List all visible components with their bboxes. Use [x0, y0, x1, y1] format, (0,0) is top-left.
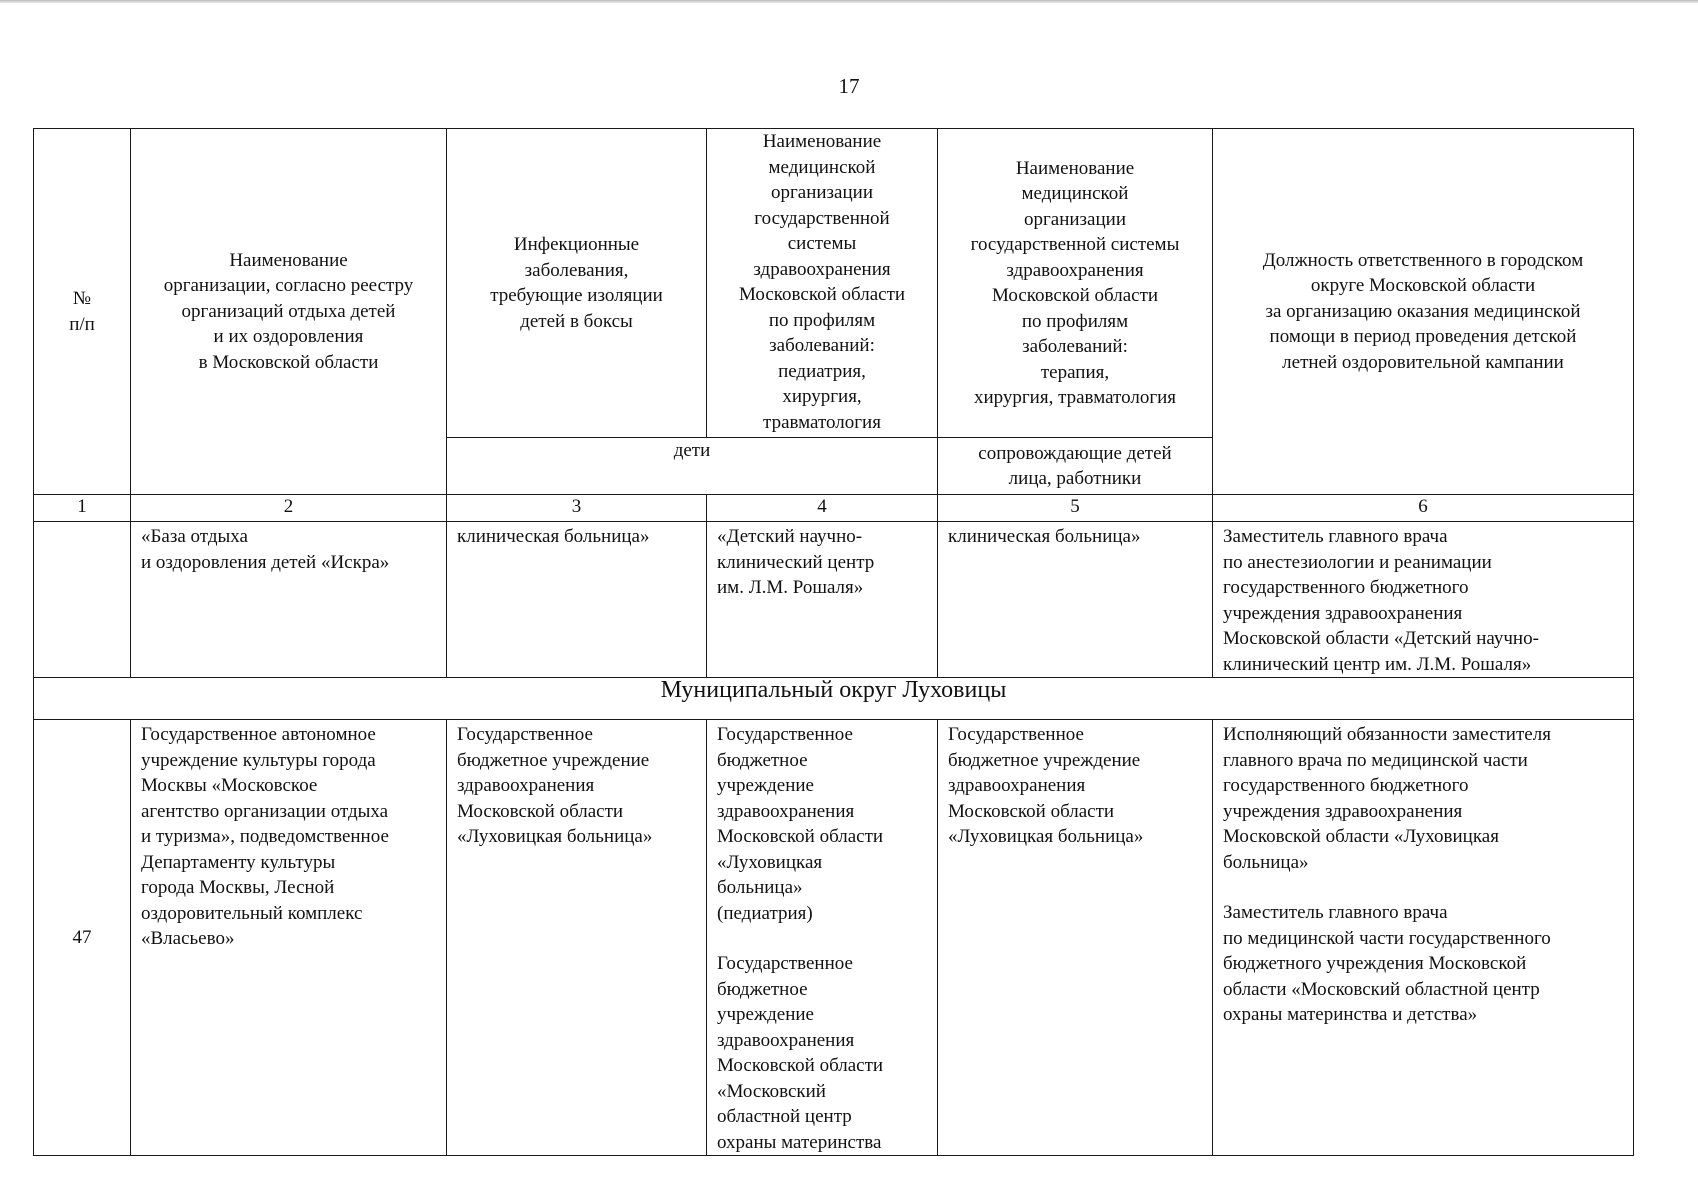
therapy-org-cell: клиническая больница» [938, 522, 1213, 678]
header-medical-org-pediatrics: Наименование медицинской организации государственной системы здравоохранения Московской области по профилям заболеваний: педиатрия, хирургия, травматология [707, 129, 938, 438]
column-number: 5 [938, 495, 1213, 522]
column-number: 2 [131, 495, 447, 522]
pediatrics-org-secondary: Государственное бюджетное учреждение здравоохранения Московской области «Московский областной центр охраны материнства [717, 953, 884, 1153]
page-number: 17 [838, 74, 860, 98]
section-title: Муниципальный округ Луховицы [34, 678, 1634, 720]
table-row [34, 522, 1634, 678]
row-number [34, 522, 131, 678]
infectious-cell: клиническая больница» [447, 522, 707, 678]
column-number: 6 [1213, 495, 1634, 522]
section-row [34, 678, 1634, 720]
header-infectious-diseases: Инфекционные заболевания, требующие изоляции детей в боксы [447, 129, 707, 438]
pediatrics-org-primary: Государственное бюджетное учреждение здравоохранения Московской области «Луховицкая больница» (педиатрия) [717, 724, 884, 924]
subheader-accompanying: сопровождающие детей лица, работники [938, 438, 1213, 495]
header-organization: Наименование организации, согласно реестру организаций отдыха детей и их оздоровления в Московской области [131, 129, 447, 495]
row-number: 47 [34, 720, 131, 1156]
therapy-org-cell: Государственное бюджетное учреждение здравоохранения Московской области «Луховицкая больница» [938, 720, 1213, 1156]
responsible-primary: Исполняющий обязанности заместителя главного врача по медицинской части государственного бюджетного учреждения здравоохранения Московской области «Луховицкая больница» [1223, 724, 1551, 873]
responsible-cell [1213, 720, 1634, 1156]
column-number: 3 [447, 495, 707, 522]
table-row [34, 720, 1634, 1156]
pediatrics-org-cell [707, 720, 938, 1156]
subheader-children: дети [447, 438, 938, 495]
column-number: 1 [34, 495, 131, 522]
column-number: 4 [707, 495, 938, 522]
column-number-row [34, 495, 1634, 522]
responsible-secondary: Заместитель главного врача по медицинской части государственного бюджетного учреждения Московской области «Московский областной центр охраны материнства и детства» [1223, 902, 1551, 1025]
header-row [34, 129, 1634, 438]
infectious-cell: Государственное бюджетное учреждение здравоохранения Московской области «Луховицкая больница» [447, 720, 707, 1156]
scan-edge [0, 0, 1698, 3]
header-number: № п/п [34, 129, 131, 495]
header-medical-org-therapy: Наименование медицинской организации государственной системы здравоохранения Московской области по профилям заболеваний: терапия, хирургия, травматология [938, 129, 1213, 438]
organization-cell: Государственное автономное учреждение культуры города Москвы «Московское агентство организации отдыха и туризма», подведомственное Департаменту культуры города Москвы, Лесной оздоровительный комплекс «Власьево» [131, 720, 447, 1156]
header-responsible-position: Должность ответственного в городском округе Московской области за организацию оказания медицинской помощи в период проведения детской летней оздоровительной кампании [1213, 129, 1634, 495]
responsible-cell: Заместитель главного врача по анестезиологии и реанимации государственного бюджетного учреждения здравоохранения Московской области «Детский научно- клинический центр им. Л.М. Рошаля» [1213, 522, 1634, 678]
organization-cell: «База отдыха и оздоровления детей «Искра» [131, 522, 447, 678]
hospital-assignment-table [33, 128, 1634, 1156]
pediatrics-org-cell: «Детский научно- клинический центр им. Л.М. Рошаля» [707, 522, 938, 678]
